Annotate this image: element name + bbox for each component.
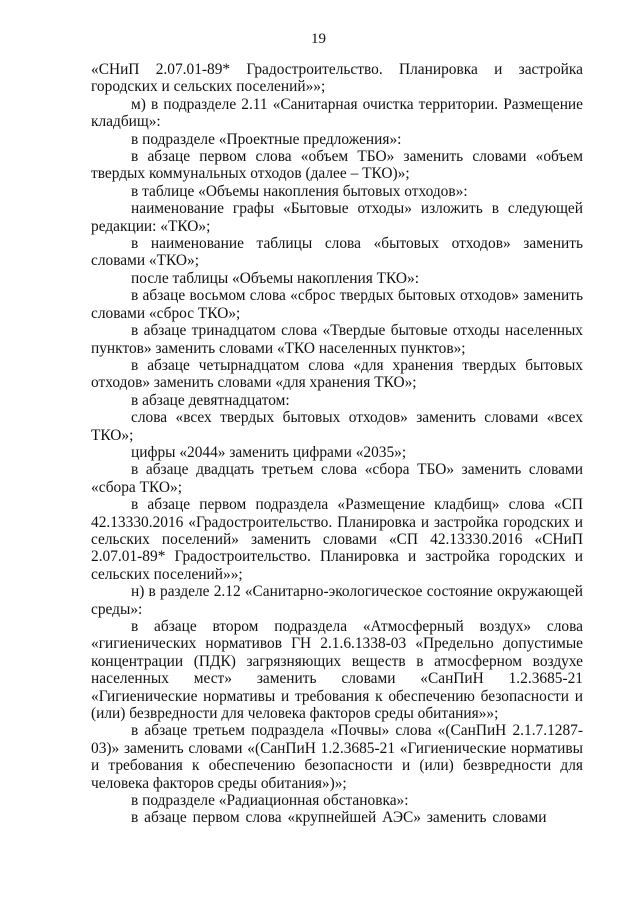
paragraph: слова «всех твердых бытовых отходов» заменить словами «всех ТКО»;	[91, 409, 583, 444]
paragraph: м) в подразделе 2.11 «Санитарная очистка территории. Размещение кладбищ»:	[91, 95, 583, 131]
paragraph: в подразделе «Проектные предложения»:	[131, 130, 402, 148]
paragraph: в абзаце двадцать третьем слова «сбора ТБО» заменить словами «сбора ТКО»;	[91, 461, 583, 496]
paragraph: н) в разделе 2.12 «Санитарно-экологическое состояние окружающей среды»:	[91, 583, 583, 618]
paragraph: после таблицы «Объемы накопления ТКО»:	[131, 269, 419, 287]
paragraph: в таблице «Объемы накопления бытовых отходов»:	[131, 182, 468, 200]
paragraph: в абзаце втором подраздела «Атмосферный воздух» слова «гигиенических нормативов ГН 2.1.6.1338-03 «Предельно допустимые концентрации (ПДК) загрязняющих веществ в атмосферном воздухе населенных мест» заменить словами «СанПиН 1.2.3685-21 «Гигиенические нормативы и требования к обеспечению безопасности и (или) безвредности для человека факторов среды обитания»»;	[91, 618, 583, 723]
paragraph: в абзаце девятнадцатом:	[131, 391, 290, 409]
paragraph: наименование графы «Бытовые отходы» изложить в следующей редакции: «ТКО»;	[91, 200, 583, 235]
document-body	[91, 61, 583, 827]
paragraph: в подразделе «Радиационная обстановка»:	[131, 792, 409, 810]
paragraph: в абзаце четырнадцатом слова «для хранения твердых бытовых отходов» заменить словами «для хранения ТКО»;	[91, 356, 583, 392]
paragraph: цифры «2044» заменить цифрами «2035»;	[131, 443, 407, 461]
paragraph: в абзаце первом подраздела «Размещение кладбищ» слова «СП 42.13330.2016 «Градостроительство. Планировка и застройка городских и сельских поселений» заменить словами «СП 42.13330.2016 «СНиП 2.07.01-89* Градостроительство. Планировка и застройка городских и сельских поселений»»;	[91, 496, 583, 583]
paragraph: в наименование таблицы слова «бытовых отходов» заменить словами «ТКО»;	[91, 235, 583, 270]
paragraph: в абзаце тринадцатом слова «Твердые бытовые отходы населенных пунктов» заменить словами «ТКО населенных пунктов»;	[91, 322, 583, 357]
paragraph: «СНиП 2.07.01-89* Градостроительство. Планировка и застройка городских и сельских поселений»»;	[91, 61, 583, 96]
paragraph: в абзаце третьем подраздела «Почвы» слова «(СанПиН 2.1.7.1287-03)» заменить словами «(СанПиН 1.2.3685-21 «Гигиенические нормативы и требования к обеспечению безопасности и (или) безвредности для человека факторов среды обитания»)»;	[91, 722, 583, 792]
paragraph: в абзаце восьмом слова «сброс твердых бытовых отходов» заменить словами «сброс ТКО»;	[91, 287, 583, 322]
page-number: 19	[311, 31, 326, 47]
paragraph: в абзаце первом слова «крупнейшей АЭС» заменить словами	[131, 809, 547, 827]
paragraph: в абзаце первом слова «объем ТБО» заменить словами «объем твердых коммунальных отходов (далее – ТКО)»;	[91, 148, 583, 183]
